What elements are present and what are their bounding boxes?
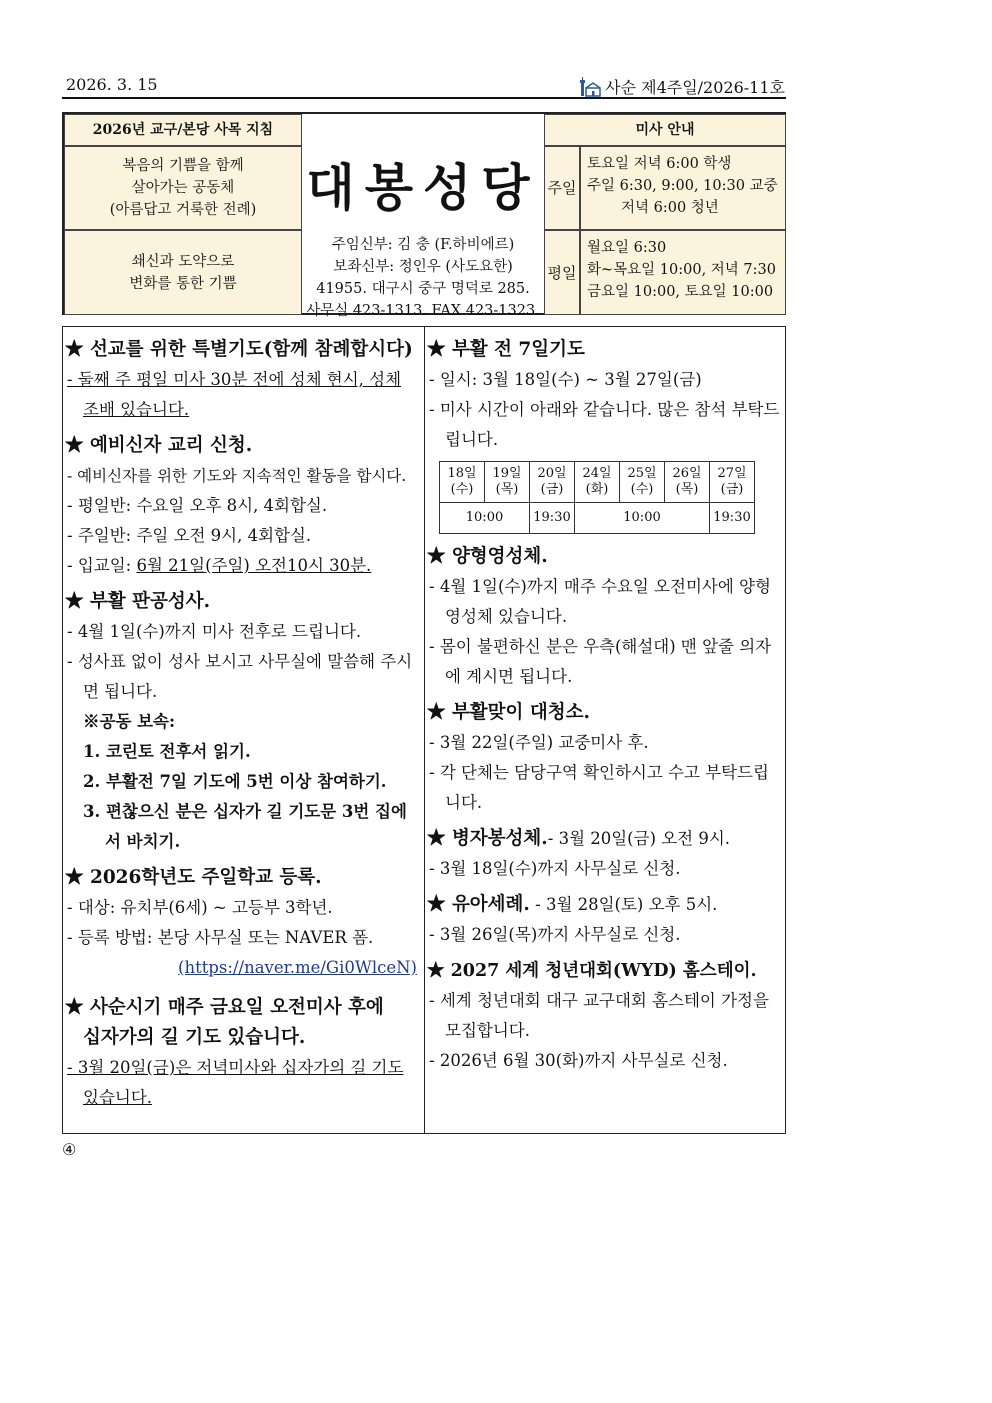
mass-line: 주일 6:30, 9:00, 10:30 교중 <box>587 178 778 194</box>
schedule-day: 24일 (화) <box>575 462 620 503</box>
section-title <box>427 824 783 854</box>
section-title: ★ 부활맞이 대청소. <box>427 702 590 723</box>
sunday-label: 주일 <box>544 146 580 230</box>
section-title <box>427 890 783 920</box>
weekday-mass <box>580 230 786 315</box>
notice-item: - 3월 20일(금)은 저녁미사와 십자가의 길 기도 있습니다. <box>67 1058 404 1107</box>
mass-line: 금요일 10:00, 토요일 10:00 <box>587 284 774 300</box>
section-title-cont: 십자가의 길 기도 있습니다. <box>83 1027 306 1048</box>
notice-item: - 4월 1일(수)까지 매주 수요일 오전미사에 양형영성체 있습니다. <box>429 577 771 626</box>
section-title: ★ 선교를 위한 특별기도(함께 참례합시다) <box>65 339 413 360</box>
notice-item: - 각 단체는 담당구역 확인하시고 수고 부탁드립니다. <box>429 763 769 812</box>
mass-line: 월요일 6:30 <box>587 240 667 256</box>
page-number: ④ <box>62 1140 77 1159</box>
notice-item: - 예비신자를 위한 기도와 지속적인 활동을 합시다. <box>67 467 407 485</box>
guide-line: 변화를 통한 기쁨 <box>129 275 237 292</box>
mass-line: 토요일 저녁 6:00 학생 <box>587 156 732 172</box>
schedule-day: 18일 (수) <box>440 462 485 503</box>
issue-text: 사순 제4주일/2026-11호 <box>605 78 785 97</box>
schedule-time: 10:00 <box>575 503 710 534</box>
issue-label <box>579 75 785 98</box>
schedule-time: 19:30 <box>530 503 575 534</box>
notice-item: - 주일반: 주일 오전 9시, 4회합실. <box>67 526 312 545</box>
address-line: 41955. 대구시 중구 명덕로 285. <box>316 281 530 297</box>
section-title-detail: - 3월 28일(토) 오후 5시. <box>529 895 718 914</box>
priest-line: 보좌신부: 정인우 (사도요한) <box>333 259 513 275</box>
church-icon <box>579 77 601 97</box>
sunday-mass <box>580 146 786 230</box>
guide-title: 2026년 교구/본당 사목 지침 <box>64 114 302 146</box>
penance-title: ※공동 보속: <box>83 712 176 731</box>
section-title: ★ 사순시기 매주 금요일 오전미사 후에 <box>65 997 384 1018</box>
notice-item: - 등록 방법: 본당 사무실 또는 NAVER 폼. <box>67 928 374 947</box>
penance-item: 2. 부활전 7일 기도에 5번 이상 참여하기. <box>83 772 387 791</box>
section-title: ★ 2027 세계 청년대회(WYD) 홈스테이. <box>427 961 757 981</box>
section-title-main: ★ 병자봉성체. <box>427 828 548 849</box>
notice-item: - 둘째 주 평일 미사 30분 전에 성체 현시, 성체 조배 있습니다. <box>67 370 402 419</box>
schedule-day: 27일 (금) <box>710 462 755 503</box>
notice-item: - 대상: 유치부(6세) ~ 고등부 3학년. <box>67 898 333 917</box>
entry-date: 6월 21일(주일) 오전10시 30분. <box>136 556 372 575</box>
guide-line: 복음의 기쁨을 함께 <box>122 158 244 174</box>
guide-box-2 <box>64 230 302 315</box>
schedule-time: 10:00 <box>440 503 530 534</box>
notice-item: - 평일반: 수요일 오후 8시, 4회합실. <box>67 496 328 515</box>
notice-item: - 4월 1일(수)까지 미사 전후로 드립니다. <box>67 622 362 641</box>
schedule-time: 19:30 <box>710 503 755 534</box>
item-prefix: - 입교일: <box>67 556 137 575</box>
column-divider <box>424 327 425 1133</box>
right-column <box>427 335 783 1076</box>
section-title: ★ 예비신자 교리 신청. <box>65 435 253 456</box>
guide-line: 쇄신과 도약으로 <box>131 253 235 270</box>
bulletin-date: 2026. 3. 15 <box>66 75 158 94</box>
section-title: ★ 부활 판공성사. <box>65 591 211 612</box>
guide-line: 살아가는 공동체 <box>131 180 235 196</box>
mass-line: 화~목요일 10:00, 저녁 7:30 <box>587 262 776 278</box>
church-name: 대봉성당 <box>306 159 540 217</box>
registration-link[interactable] <box>65 953 421 983</box>
notice-item: - 몸이 불편하신 분은 우측(해설대) 맨 앞줄 의자에 계시면 됩니다. <box>429 637 772 686</box>
weekday-label: 평일 <box>544 230 580 315</box>
notice-item <box>65 551 421 581</box>
penance-item: 3. 편찮으신 분은 십자가 길 기도문 3번 집에서 바치기. <box>83 802 407 851</box>
notice-item: - 성사표 없이 성사 보시고 사무실에 말씀해 주시면 됩니다. <box>67 652 413 701</box>
section-title: ★ 양형영성체. <box>427 546 548 567</box>
info-box <box>62 112 786 319</box>
header-rule <box>62 97 786 99</box>
prayer-schedule-table <box>439 461 755 534</box>
guide-box-1 <box>64 146 302 230</box>
section-title-main: ★ 유아세례. <box>427 894 530 915</box>
notice-item: - 일시: 3월 18일(수) ~ 3월 27일(금) <box>429 370 702 389</box>
phone-line: 사무실 423-1313. FAX 423-1323. <box>306 303 540 319</box>
notice-item: - 3월 18일(수)까지 사무실로 신청. <box>429 859 681 878</box>
schedule-day: 19일 (목) <box>485 462 530 503</box>
priest-info <box>302 234 544 322</box>
priest-line: 주임신부: 김 충 (F.하비에르) <box>331 237 515 253</box>
section-title: ★ 부활 전 7일기도 <box>427 339 585 360</box>
mass-line: 저녁 6:00 청년 <box>621 200 719 216</box>
notice-item: - 3월 22일(주일) 교중미사 후. <box>429 733 649 752</box>
penance-item: 1. 코린토 전후서 읽기. <box>83 742 251 761</box>
notice-item: - 3월 26일(목)까지 사무실로 신청. <box>429 925 681 944</box>
section-title-detail: - 3월 20일(금) 오전 9시. <box>547 829 731 848</box>
mass-title: 미사 안내 <box>544 114 786 146</box>
notice-item: - 세계 청년대회 대구 교구대회 홈스테이 가정을 모집합니다. <box>429 991 769 1040</box>
schedule-day: 26일 (목) <box>665 462 710 503</box>
section-title: ★ 2026학년도 주일학교 등록. <box>65 867 322 888</box>
link-text[interactable]: (https://naver.me/Gi0WlceN) <box>178 958 417 977</box>
notice-item: - 미사 시간이 아래와 같습니다. 많은 참석 부탁드립니다. <box>429 400 780 449</box>
guide-line: (아름답고 거룩한 전례) <box>109 202 257 218</box>
schedule-day: 25일 (수) <box>620 462 665 503</box>
schedule-day: 20일 (금) <box>530 462 575 503</box>
left-column <box>65 335 421 1113</box>
notice-item: - 2026년 6월 30(화)까지 사무실로 신청. <box>429 1051 728 1070</box>
notice-box <box>62 326 786 1134</box>
